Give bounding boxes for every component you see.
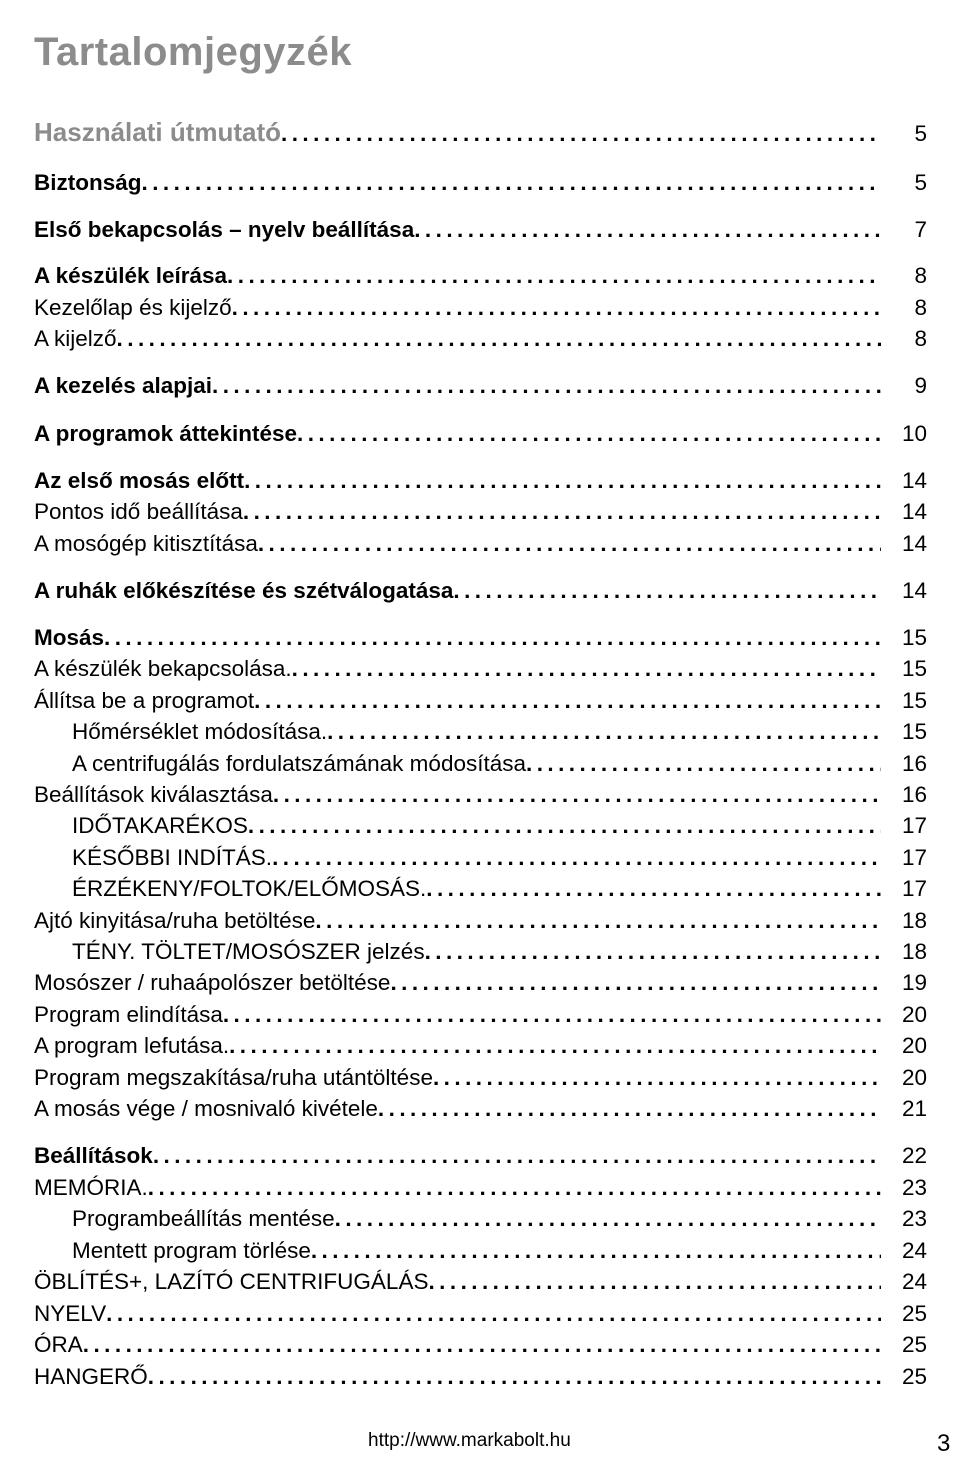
- dot-leader: [378, 1093, 881, 1125]
- toc-entry-page: 22: [901, 1143, 927, 1168]
- toc-entry-page: 20: [901, 1002, 927, 1027]
- dot-leader: [148, 1172, 881, 1204]
- dot-leader: [428, 1266, 881, 1298]
- dot-leader: [142, 167, 881, 199]
- toc-entry-page: 7: [914, 217, 927, 242]
- toc-entry-page: 10: [901, 421, 927, 446]
- toc-entry-page: 20: [901, 1065, 927, 1090]
- toc-entry[interactable]: [34, 873, 927, 905]
- toc-entry-page: 15: [901, 688, 927, 713]
- dot-leader: [117, 323, 881, 355]
- toc-entry-page: 15: [901, 625, 927, 650]
- dot-leader: [311, 1235, 881, 1267]
- toc-entry-label: Beállítások kiválasztása: [34, 782, 273, 807]
- dot-leader: [254, 685, 881, 717]
- toc-entry[interactable]: [34, 418, 927, 450]
- dot-leader: [425, 936, 881, 968]
- dot-leader: [248, 810, 881, 842]
- toc-entry-label: Az első mosás előtt: [34, 468, 245, 493]
- dot-leader: [453, 575, 881, 607]
- dot-leader: [232, 292, 881, 324]
- dot-leader: [292, 653, 881, 685]
- dot-leader: [390, 967, 881, 999]
- toc-entry[interactable]: [34, 810, 927, 842]
- toc-entry-page: 18: [901, 939, 927, 964]
- toc-entry-page: 14: [901, 531, 927, 556]
- toc-entry-page: 14: [901, 499, 927, 524]
- toc-entry[interactable]: [34, 323, 927, 355]
- dot-leader: [148, 1361, 881, 1393]
- toc-entry-label: A mosás vége / mosnivaló kivétele: [34, 1096, 378, 1121]
- toc-entry-label: A kezelés alapjai: [34, 373, 213, 398]
- toc-entry[interactable]: [34, 1298, 927, 1330]
- toc-entry-label: Hőmérséklet módosítása.: [72, 719, 328, 744]
- toc-entry-page: 9: [914, 373, 927, 398]
- dot-leader: [526, 748, 881, 780]
- toc-entry-label: TÉNY. TÖLTET/MOSÓSZER jelzés: [72, 939, 425, 964]
- toc-entry[interactable]: [34, 1235, 927, 1267]
- toc-entry-page: 21: [901, 1096, 927, 1121]
- toc-entry-page: 14: [901, 468, 927, 493]
- toc-entry[interactable]: [34, 116, 927, 148]
- toc-entry-page: 23: [901, 1206, 927, 1231]
- dot-leader: [212, 370, 881, 402]
- toc-entry-label: Használati útmutató: [34, 117, 282, 147]
- toc-entry-label: Beállítások: [34, 1143, 153, 1168]
- dot-leader: [414, 214, 881, 246]
- toc-entry[interactable]: [34, 1203, 927, 1235]
- toc-entry[interactable]: [34, 716, 927, 748]
- toc-entry-label: A program lefutása.: [34, 1033, 230, 1058]
- toc-entry-label: ÖBLÍTÉS+, LAZÍTÓ CENTRIFUGÁLÁS: [34, 1269, 429, 1294]
- toc-entry-page: 24: [901, 1238, 927, 1263]
- toc-entry-label: KÉSŐBBI INDÍTÁS.: [72, 845, 273, 870]
- toc-entry[interactable]: [34, 967, 927, 999]
- toc-entry[interactable]: [34, 622, 927, 654]
- toc-entry[interactable]: [34, 653, 927, 685]
- toc-entry[interactable]: [34, 905, 927, 937]
- toc-entry-label: Állítsa be a programot: [34, 688, 255, 713]
- toc-entry-label: A programok áttekintése: [34, 421, 297, 446]
- toc-entry[interactable]: [34, 842, 927, 874]
- toc-entry-label: A kijelző: [34, 326, 117, 351]
- toc-entry[interactable]: [34, 1329, 927, 1361]
- dot-leader: [258, 528, 881, 560]
- dot-leader: [327, 716, 881, 748]
- dot-leader: [223, 999, 881, 1031]
- toc-entry[interactable]: [34, 370, 927, 402]
- toc-entry-label: A centrifugálás fordulatszámának módosítása: [72, 751, 526, 776]
- dot-leader: [315, 905, 881, 937]
- toc-entry-label: Program megszakítása/ruha utántöltése: [34, 1065, 433, 1090]
- toc-entry[interactable]: [34, 465, 927, 497]
- toc-entry-label: Első bekapcsolás – nyelv beállítása: [34, 217, 415, 242]
- toc-entry-page: 15: [901, 719, 927, 744]
- toc-entry-page: 18: [901, 908, 927, 933]
- toc-entry-page: 25: [901, 1364, 927, 1389]
- toc-entry-label: ÓRA: [34, 1332, 83, 1357]
- toc-entry-label: A készülék bekapcsolása.: [34, 656, 292, 681]
- toc-entry-label: Biztonság: [34, 170, 142, 195]
- toc-entry-page: 16: [901, 782, 927, 807]
- toc-entry-label: Ajtó kinyitása/ruha betöltése: [34, 908, 316, 933]
- dot-leader: [281, 118, 881, 150]
- toc-entry-page: 23: [901, 1175, 927, 1200]
- toc-entry-page: 16: [901, 751, 927, 776]
- toc-entry-label: Mentett program törlése: [72, 1238, 311, 1263]
- toc-entry-label: NYELV: [34, 1301, 107, 1326]
- toc-entry[interactable]: [34, 167, 927, 199]
- toc-entry[interactable]: [34, 936, 927, 968]
- toc-entry[interactable]: [34, 496, 927, 528]
- page-number: 3: [937, 1430, 951, 1457]
- toc-entry-label: Programbeállítás mentése: [72, 1206, 335, 1231]
- toc-entry-label: Mosás: [34, 625, 105, 650]
- footer-url[interactable]: http://www.markabolt.hu: [368, 1430, 571, 1451]
- toc-entry-page: 5: [914, 121, 927, 146]
- toc-entry-page: 8: [914, 326, 927, 351]
- dot-leader: [106, 1298, 881, 1330]
- dot-leader: [244, 465, 881, 497]
- dot-leader: [335, 1203, 881, 1235]
- toc-entry[interactable]: [34, 748, 927, 780]
- toc-entry[interactable]: [34, 779, 927, 811]
- toc-entry[interactable]: [34, 1361, 927, 1393]
- toc-entry-label: HANGERŐ: [34, 1364, 148, 1389]
- toc-entry[interactable]: [34, 999, 927, 1031]
- toc-entry[interactable]: [34, 528, 927, 560]
- toc-entry-label: Program elindítása: [34, 1002, 223, 1027]
- toc-entry-page: 17: [901, 845, 927, 870]
- dot-leader: [153, 1140, 881, 1172]
- toc-entry[interactable]: [34, 292, 927, 324]
- toc-entry-page: 25: [901, 1332, 927, 1357]
- toc-entry-label: A mosógép kitisztítása: [34, 531, 258, 556]
- dot-leader: [272, 842, 881, 874]
- toc-entry-page: 17: [901, 876, 927, 901]
- toc-entry-page: 14: [901, 578, 927, 603]
- toc-entry-page: 19: [901, 970, 927, 995]
- toc-entry-page: 24: [901, 1269, 927, 1294]
- dot-leader: [273, 779, 881, 811]
- toc-entry[interactable]: [34, 1172, 927, 1204]
- toc-entry[interactable]: [34, 1093, 927, 1125]
- dot-leader: [229, 1030, 881, 1062]
- dot-leader: [433, 1062, 881, 1094]
- toc-entry[interactable]: [34, 575, 927, 607]
- toc-entry-label: ÉRZÉKENY/FOLTOK/ELŐMOSÁS.: [72, 876, 427, 901]
- toc-entry-label: A ruhák előkészítése és szétválogatása: [34, 578, 454, 603]
- toc-entry-page: 17: [901, 813, 927, 838]
- dot-leader: [227, 260, 881, 292]
- toc-entry[interactable]: [34, 685, 927, 717]
- toc-entry[interactable]: [34, 1062, 927, 1094]
- toc-entry[interactable]: [34, 1030, 927, 1062]
- toc-entry[interactable]: [34, 260, 927, 292]
- toc-entry-page: 25: [901, 1301, 927, 1326]
- toc-entry-label: Mosószer / ruhaápolószer betöltése: [34, 970, 391, 995]
- toc-entry-label: Pontos idő beállítása: [34, 499, 243, 524]
- dot-leader: [426, 873, 881, 905]
- toc-entry-page: 8: [914, 263, 927, 288]
- toc-entry-page: 5: [914, 170, 927, 195]
- dot-leader: [83, 1329, 881, 1361]
- toc-entry-label: Kezelőlap és kijelző: [34, 295, 232, 320]
- toc-entry[interactable]: [34, 1266, 927, 1298]
- toc-entry-label: MEMÓRIA.: [34, 1175, 148, 1200]
- toc-entry-page: 15: [901, 656, 927, 681]
- toc-entry-label: IDŐTAKARÉKOS: [72, 813, 248, 838]
- dot-leader: [243, 496, 881, 528]
- page-title: Tartalomjegyzék: [34, 30, 352, 74]
- dot-leader: [297, 418, 881, 450]
- toc-entry-label: A készülék leírása: [34, 263, 228, 288]
- toc-entry[interactable]: [34, 1140, 927, 1172]
- toc-entry[interactable]: [34, 214, 927, 246]
- dot-leader: [104, 622, 881, 654]
- toc-entry-page: 20: [901, 1033, 927, 1058]
- toc-entry-page: 8: [914, 295, 927, 320]
